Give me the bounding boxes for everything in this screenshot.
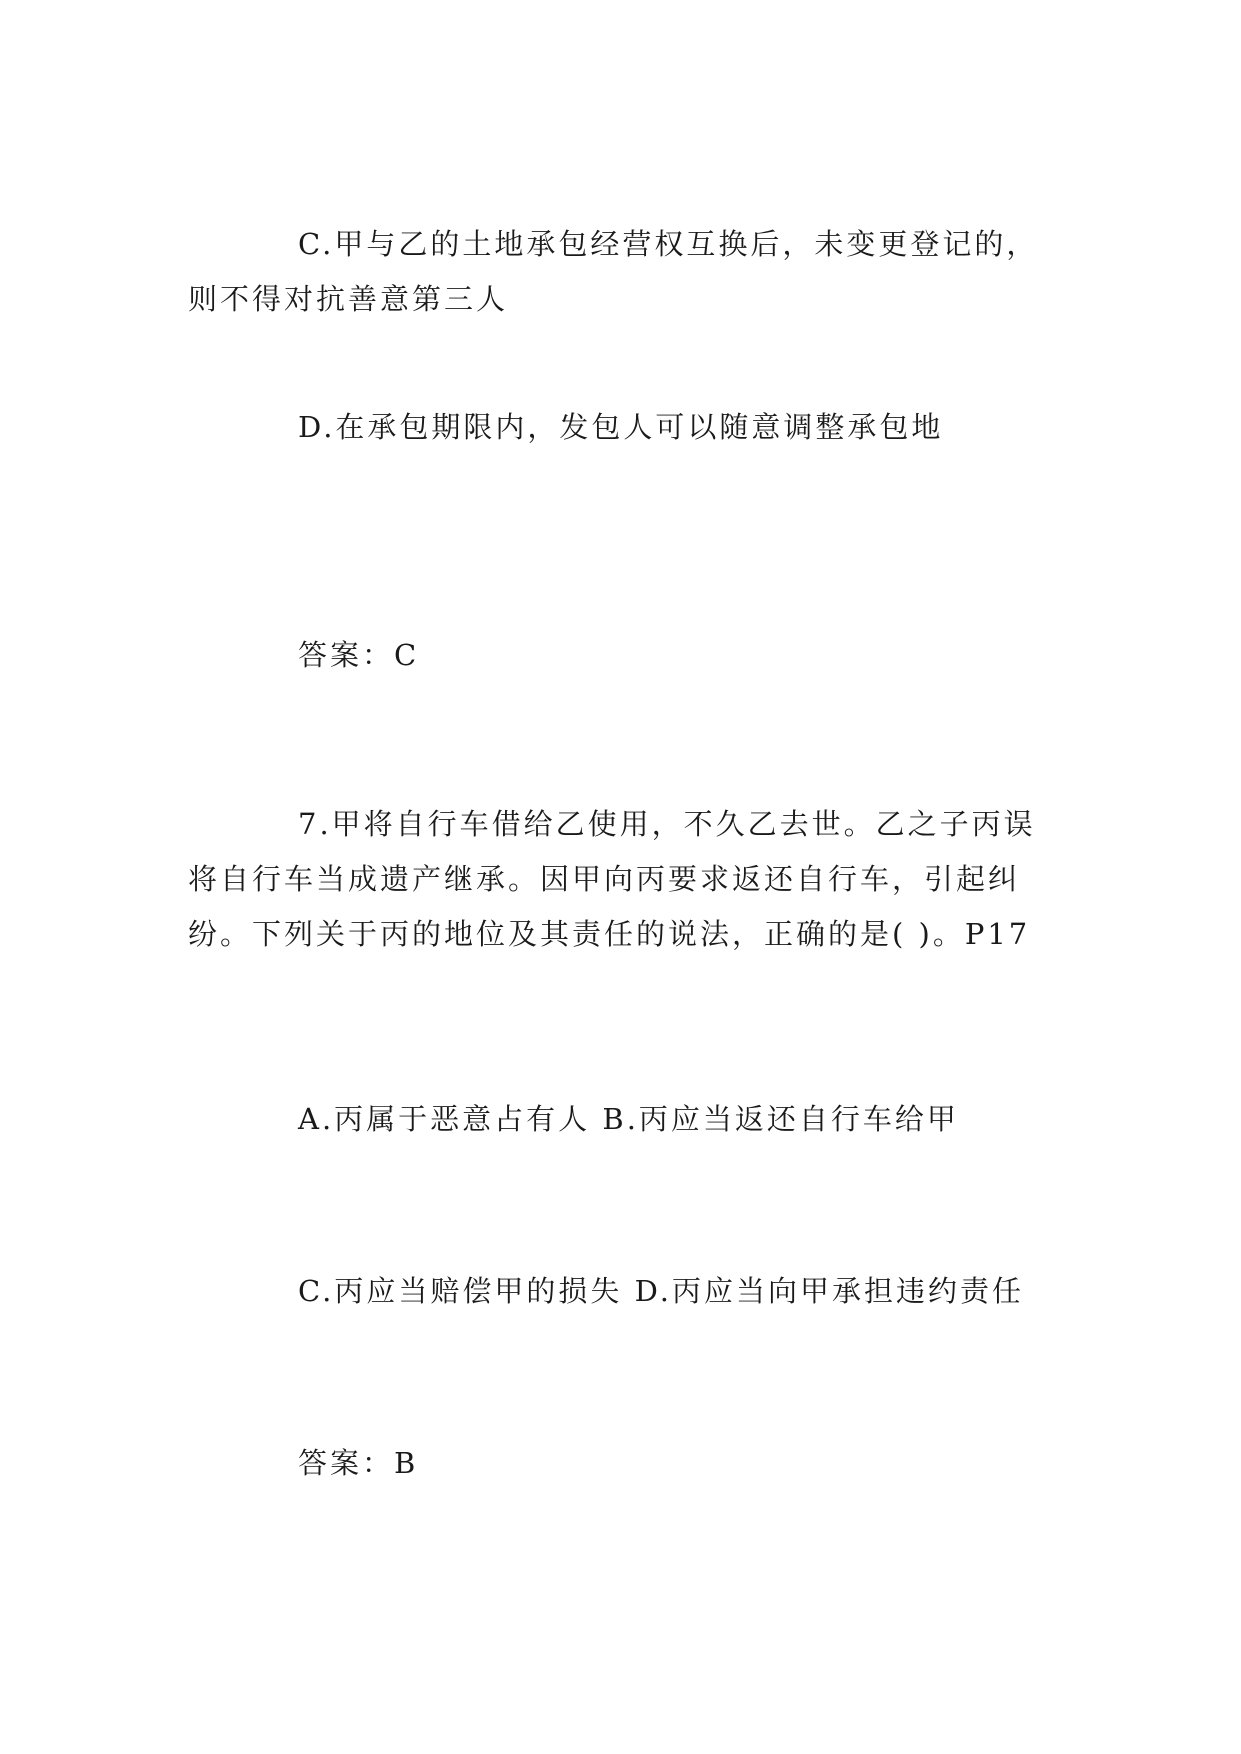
q6-answer: 答案：C (298, 638, 420, 672)
q6-option-c: C.甲与乙的土地承包经营权互换后，未变更登记的，则不得对抗善意第三人 (188, 227, 1039, 316)
q7-question: 7.甲将自行车借给乙使用，不久乙去世。乙之子丙误将自行车当成遗产继承。因甲向丙要求返还自行车，引起纠纷。下列关于丙的地位及其责任的说法，正确的是( )。P17 (188, 807, 1036, 951)
q7-options-ab: A.丙属于恶意占有人 B.丙应当返还自行车给甲 (298, 1102, 959, 1136)
q7-options-cd: C.丙应当赔偿甲的损失 D.丙应当向甲承担违约责任 (298, 1274, 1025, 1308)
q6-option-d: D.在承包期限内，发包人可以随意调整承包地 (298, 410, 944, 444)
q7-answer: 答案：B (298, 1446, 419, 1480)
